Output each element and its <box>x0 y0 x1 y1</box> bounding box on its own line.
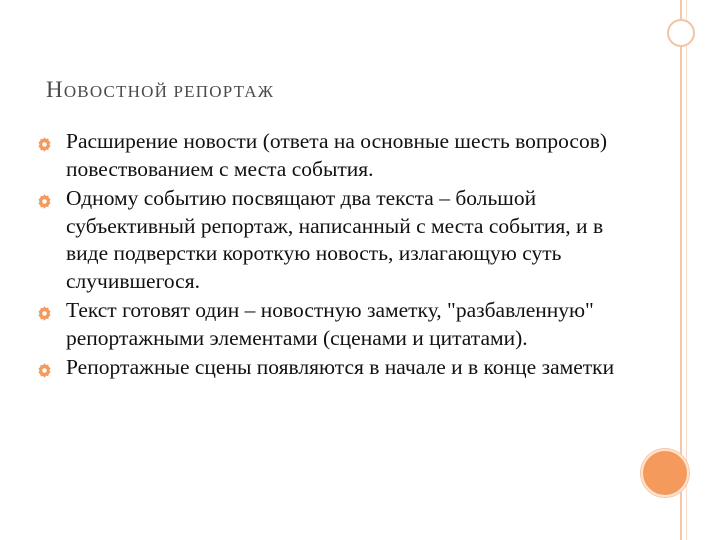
slide-title <box>46 78 274 101</box>
bullet-text: Текст готовят один – новостную заметку, "разбавленную" репортажными элементами (сценами и цитатами). <box>66 298 594 350</box>
bullet-item-2 <box>36 185 656 295</box>
bullet-list <box>36 128 656 382</box>
bullet-item-1 <box>36 128 656 183</box>
gear-icon <box>36 190 53 207</box>
bullet-text: Репортажные сцены появляются в начале и в конце заметки <box>66 355 615 379</box>
decorative-circle-bottom <box>641 449 689 497</box>
decorative-circle-top <box>667 19 695 47</box>
bullet-text: Расширение новости (ответа на основные шесть вопросов) повествованием с места события. <box>66 129 608 181</box>
slide-title-initial: Н <box>46 77 64 102</box>
bullet-text: Одному событию посвящают два текста – большой субъективный репортаж, написанный с места события, и в виде подверстки короткую новость, излагающую суть случившегося. <box>66 186 604 293</box>
gear-icon <box>36 359 53 376</box>
bullet-item-4 <box>36 354 656 382</box>
gear-icon <box>36 133 53 150</box>
decorative-right-rule-inner <box>686 0 687 540</box>
slide-title-rest: ОВОСТНОЙ РЕПОРТАЖ <box>63 82 275 101</box>
gear-icon <box>36 302 53 319</box>
bullet-item-3 <box>36 297 656 352</box>
